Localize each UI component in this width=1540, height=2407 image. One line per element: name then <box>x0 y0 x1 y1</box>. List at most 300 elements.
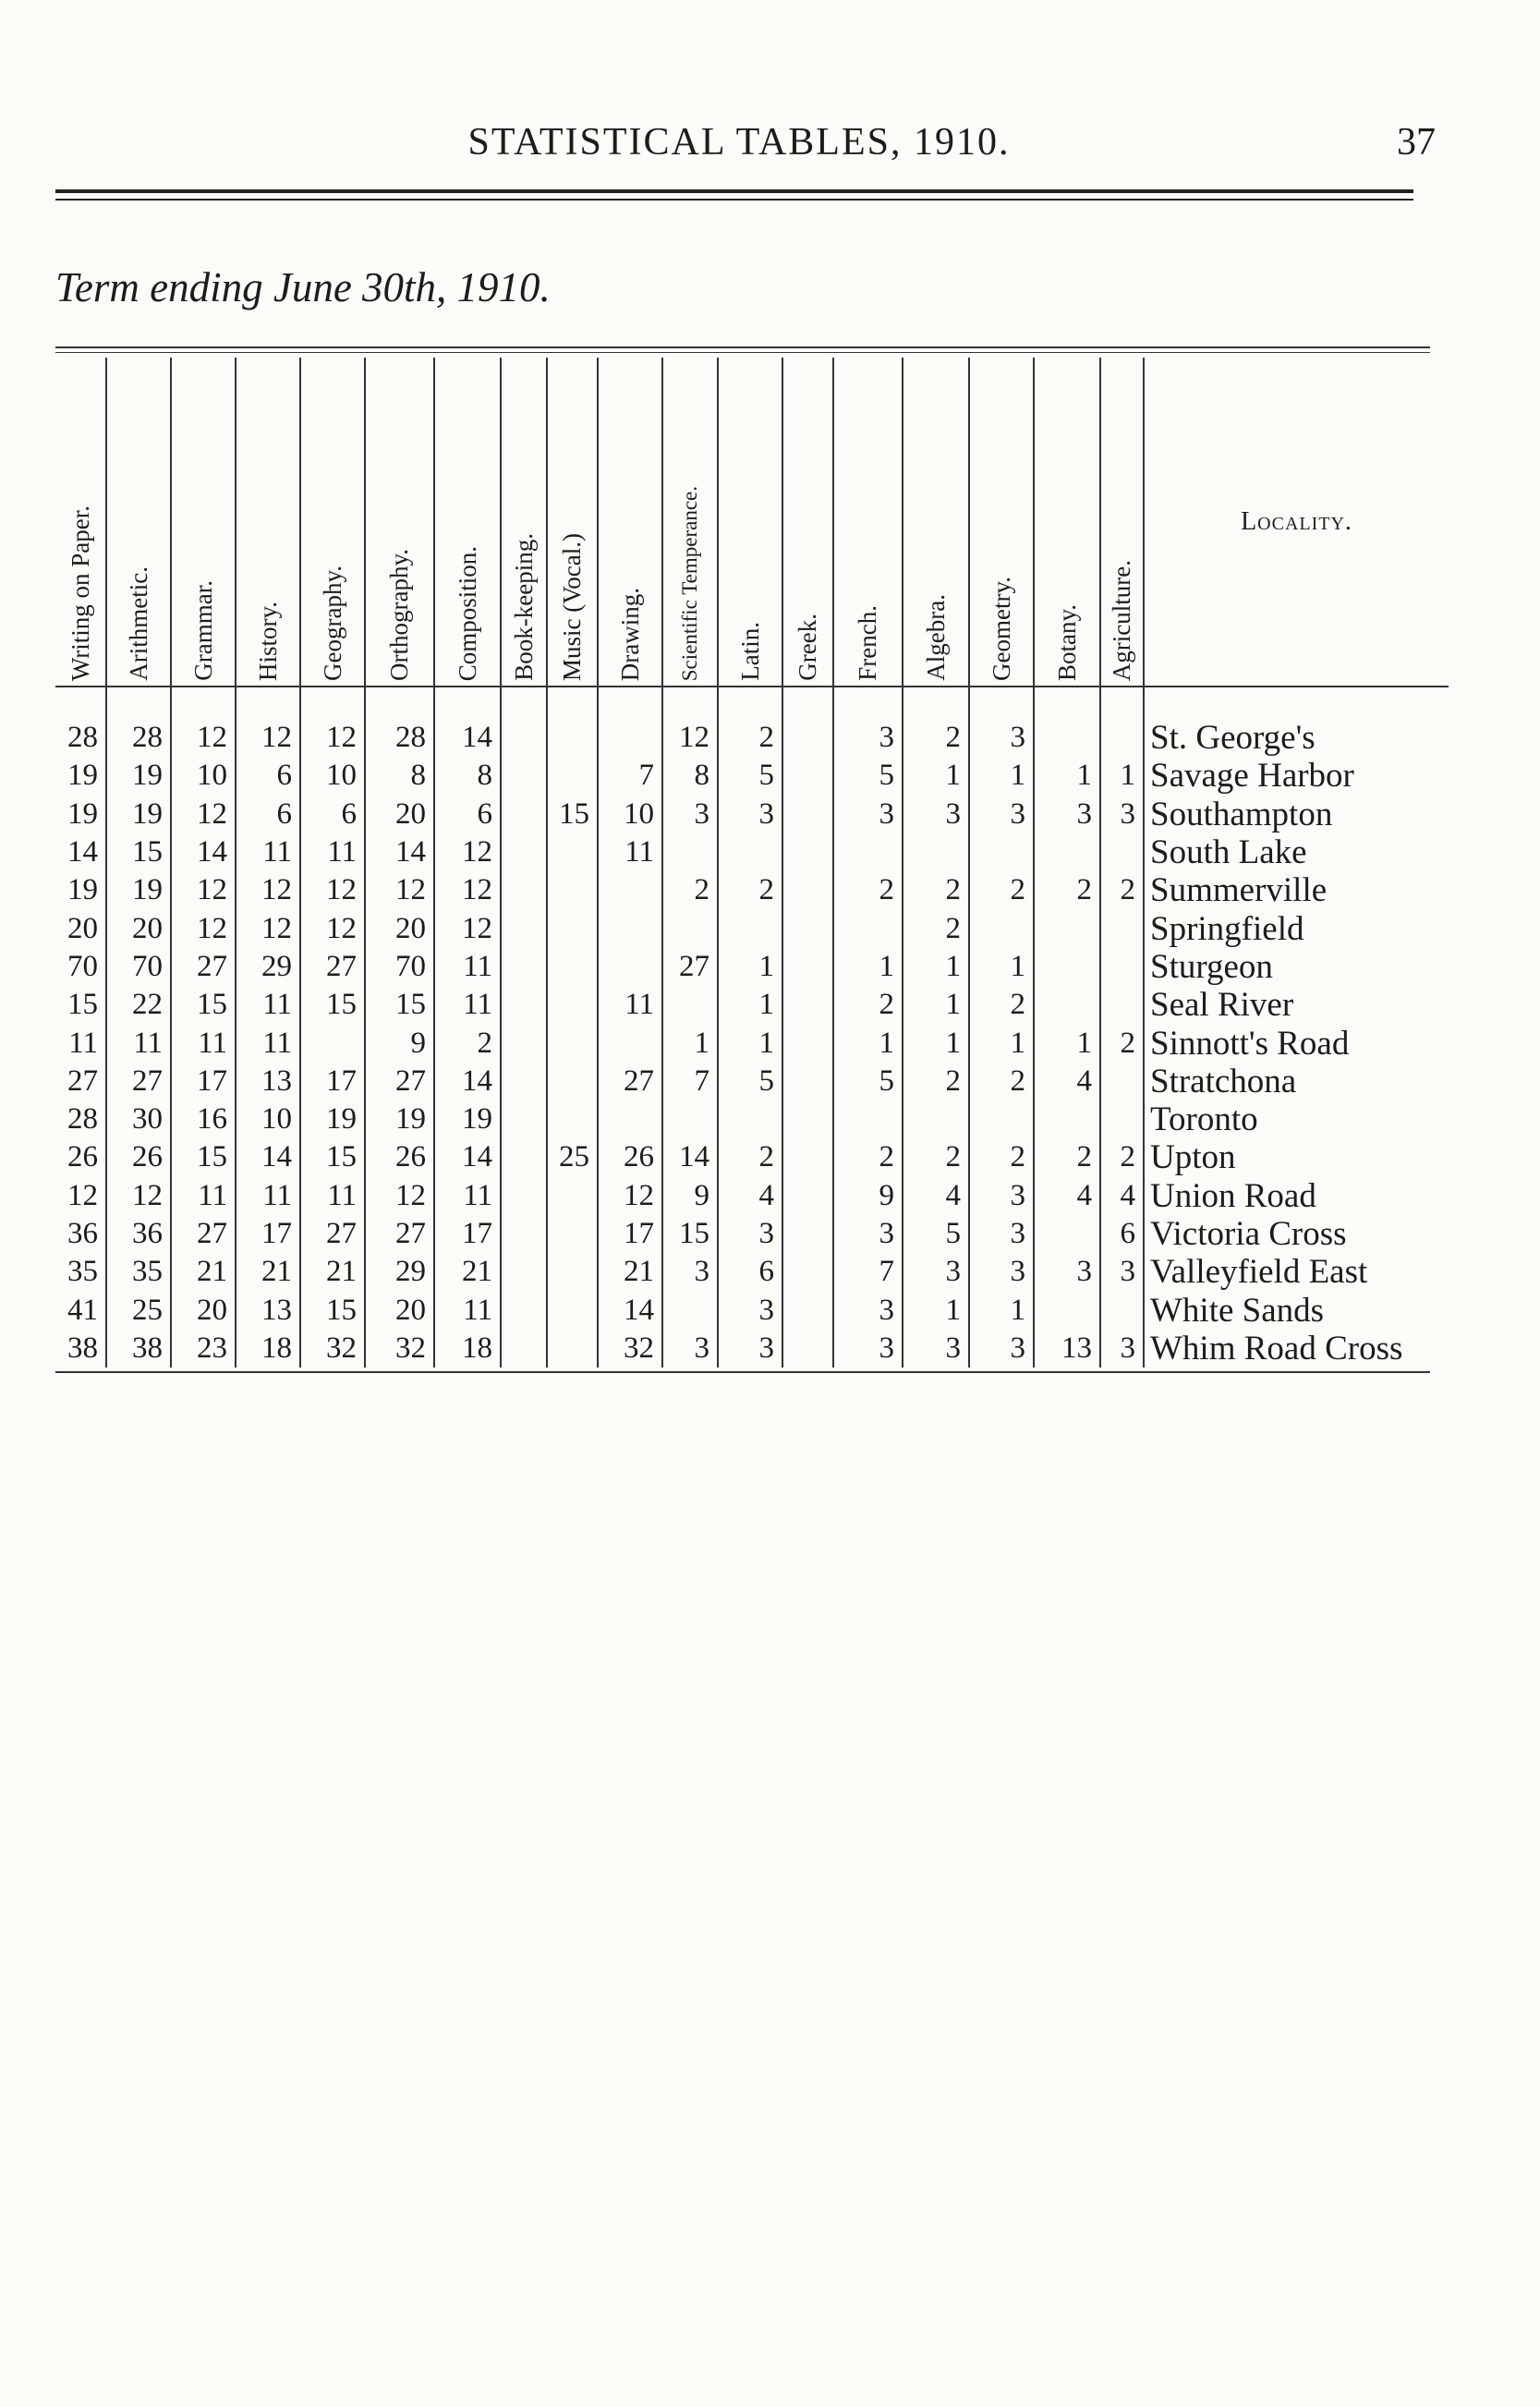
table-cell: 20 <box>365 909 434 947</box>
table-cell: 28 <box>365 687 434 757</box>
table-cell <box>782 948 833 986</box>
column-header <box>300 358 365 687</box>
table-cell: 5 <box>833 757 903 795</box>
table-cell: 8 <box>365 757 434 795</box>
table-row <box>55 1330 1449 1368</box>
table-cell: 2 <box>903 687 969 757</box>
table-cell: 5 <box>718 757 782 795</box>
column-header <box>1034 358 1100 687</box>
column-header <box>662 358 718 687</box>
table-row <box>55 796 1449 833</box>
table-cell <box>1100 986 1144 1024</box>
table-row <box>55 1291 1449 1329</box>
table-row <box>55 1100 1449 1138</box>
table-cell <box>501 1177 547 1215</box>
table-cell <box>547 1253 598 1291</box>
table-caption: Term ending June 30th, 1910. <box>55 264 551 310</box>
table-cell <box>782 871 833 909</box>
table-cell: 15 <box>547 796 598 833</box>
table-cell: 15 <box>662 1215 718 1253</box>
table-cell: 25 <box>547 1138 598 1176</box>
table-cell: 12 <box>55 1177 106 1215</box>
table-cell <box>547 1215 598 1253</box>
column-header <box>501 358 547 687</box>
table-cell <box>782 1253 833 1291</box>
table-cell: 14 <box>365 833 434 871</box>
table-cell: 3 <box>1034 1253 1100 1291</box>
table-cell <box>662 833 718 871</box>
page-header <box>55 120 1436 176</box>
table-cell: 3 <box>969 687 1034 757</box>
table-cell <box>1034 1100 1100 1138</box>
table-cell: 3 <box>969 1177 1034 1215</box>
table-cell: 2 <box>434 1024 501 1062</box>
table-cell: 19 <box>55 796 106 833</box>
table-cell: 3 <box>969 1330 1034 1368</box>
table-cell <box>782 833 833 871</box>
table-cell <box>547 1330 598 1368</box>
table-cell: 19 <box>365 1100 434 1138</box>
table-cell: 15 <box>106 833 171 871</box>
table-cell: 1 <box>903 757 969 795</box>
table-cell: 26 <box>106 1138 171 1176</box>
column-header-label: Drawing. <box>615 587 644 681</box>
table-cell: 2 <box>903 1138 969 1176</box>
table-cell: 1 <box>1100 757 1144 795</box>
statistics-table <box>55 358 1449 1368</box>
table-cell: 1 <box>903 986 969 1024</box>
locality-cell: Stratchona <box>1150 1062 1297 1100</box>
table-cell: 11 <box>598 986 662 1024</box>
table-cell: 38 <box>106 1330 171 1368</box>
locality-cell: Valleyfield East <box>1150 1253 1368 1292</box>
table-cell: 8 <box>434 757 501 795</box>
column-header-label: Writing on Paper. <box>66 504 94 681</box>
table-cell <box>501 1100 547 1138</box>
table-cell <box>547 986 598 1024</box>
table-cell: 3 <box>903 1330 969 1368</box>
table-cell <box>547 909 598 947</box>
table-cell: 1 <box>903 948 969 986</box>
table-cell <box>718 833 782 871</box>
table-cell: 11 <box>236 986 300 1024</box>
table-cell: 2 <box>969 1063 1034 1100</box>
table-cell: 32 <box>365 1330 434 1368</box>
locality-cell: Seal River <box>1150 986 1294 1025</box>
table-cell: 27 <box>55 1063 106 1100</box>
table-cell: 6 <box>300 796 365 833</box>
table-cell <box>1100 1063 1144 1100</box>
table-cell: 27 <box>171 1215 236 1253</box>
table-cell: 23 <box>171 1330 236 1368</box>
table-cell <box>501 1215 547 1253</box>
table-cell: 6 <box>434 796 501 833</box>
table-cell: 14 <box>598 1291 662 1329</box>
table-cell: 12 <box>300 909 365 947</box>
table-cell: 2 <box>833 1138 903 1176</box>
table-body <box>55 687 1449 1368</box>
table-cell: 12 <box>300 871 365 909</box>
table-cell: 3 <box>969 796 1034 833</box>
table-cell: 19 <box>55 871 106 909</box>
table-cell: 4 <box>1034 1177 1100 1215</box>
table-cell: 1 <box>1034 1024 1100 1062</box>
column-header <box>903 358 969 687</box>
table-cell <box>598 1100 662 1138</box>
table-cell: 21 <box>598 1253 662 1291</box>
table-cell <box>547 1177 598 1215</box>
page-number: 37 <box>1397 121 1436 164</box>
table-cell: 1 <box>969 757 1034 795</box>
table-cell: 70 <box>106 948 171 986</box>
table-cell <box>1034 1215 1100 1253</box>
table-cell: 70 <box>365 948 434 986</box>
table-row <box>55 1063 1449 1100</box>
table-cell: 2 <box>903 871 969 909</box>
table-cell: 2 <box>1034 1138 1100 1176</box>
table-cell: 20 <box>55 909 106 947</box>
table-cell: 16 <box>171 1100 236 1138</box>
table-cell: 12 <box>171 871 236 909</box>
table-cell: 20 <box>365 1291 434 1329</box>
table-cell: 15 <box>300 1291 365 1329</box>
column-header-label: Arithmetic. <box>124 566 152 681</box>
column-header <box>236 358 300 687</box>
table-cell <box>782 1063 833 1100</box>
table-cell: 9 <box>833 1177 903 1215</box>
table-cell: 3 <box>833 687 903 757</box>
column-header-row <box>55 358 1449 687</box>
table-cell: 13 <box>236 1291 300 1329</box>
table-cell: 41 <box>55 1291 106 1329</box>
table-cell: 27 <box>365 1215 434 1253</box>
table-cell: 3 <box>1034 796 1100 833</box>
table-cell: 19 <box>300 1100 365 1138</box>
table-cell: 2 <box>833 871 903 909</box>
table-cell <box>501 1330 547 1368</box>
table-cell: 2 <box>718 1138 782 1176</box>
table-cell: 20 <box>365 796 434 833</box>
table-cell: 27 <box>106 1063 171 1100</box>
table-cell <box>1100 909 1144 947</box>
table-cell: 3 <box>718 1291 782 1329</box>
table-cell: 21 <box>300 1253 365 1291</box>
table-cell: 2 <box>969 871 1034 909</box>
table-cell: 1 <box>903 1291 969 1329</box>
table-cell: 8 <box>662 757 718 795</box>
table-cell <box>782 986 833 1024</box>
column-header <box>1100 358 1144 687</box>
table-cell: 11 <box>106 1024 171 1062</box>
table-cell <box>1100 833 1144 871</box>
table-cell <box>547 1063 598 1100</box>
table-cell: 11 <box>300 833 365 871</box>
table-cell <box>662 909 718 947</box>
table-cell: 17 <box>598 1215 662 1253</box>
table-cell: 11 <box>434 1177 501 1215</box>
table-cell <box>1034 986 1100 1024</box>
table-cell: 2 <box>1100 1024 1144 1062</box>
table-cell <box>1034 833 1100 871</box>
table-cell <box>1100 1100 1144 1138</box>
table-cell: 15 <box>365 986 434 1024</box>
table-cell: 11 <box>598 833 662 871</box>
table-cell: 19 <box>106 796 171 833</box>
column-header <box>365 358 434 687</box>
locality-cell: Springfield <box>1150 909 1304 948</box>
locality-cell: White Sands <box>1150 1291 1325 1330</box>
table-cell: 21 <box>434 1253 501 1291</box>
table-cell <box>547 833 598 871</box>
table-cell: 18 <box>434 1330 501 1368</box>
table-cell: 2 <box>1100 1138 1144 1176</box>
table-cell: 1 <box>969 948 1034 986</box>
table-cell <box>598 871 662 909</box>
header-rule-thick <box>55 189 1413 193</box>
table-cell: 2 <box>903 1063 969 1100</box>
table-cell: 4 <box>1100 1177 1144 1215</box>
table-cell <box>903 1100 969 1138</box>
table-cell <box>501 1138 547 1176</box>
table-cell: 32 <box>300 1330 365 1368</box>
table-cell <box>547 1024 598 1062</box>
table-cell: 2 <box>1100 871 1144 909</box>
column-header-label: Geometry. <box>987 577 1015 681</box>
table-cell: 15 <box>171 1138 236 1176</box>
table-cell <box>501 1291 547 1329</box>
table-cell: 14 <box>55 833 106 871</box>
column-header <box>782 358 833 687</box>
table-cell: 17 <box>236 1215 300 1253</box>
table-cell: 15 <box>171 986 236 1024</box>
table-cell: 3 <box>833 1215 903 1253</box>
table-cell: 7 <box>833 1253 903 1291</box>
table-cell <box>969 909 1034 947</box>
table-cell <box>662 1291 718 1329</box>
table-cell: 3 <box>1100 1253 1144 1291</box>
column-header-label: History. <box>253 602 282 681</box>
table-cell: 15 <box>300 986 365 1024</box>
table-cell: 12 <box>434 833 501 871</box>
table-cell <box>547 1100 598 1138</box>
table-row <box>55 757 1449 795</box>
table-cell: 6 <box>236 757 300 795</box>
table-cell: 2 <box>833 986 903 1024</box>
table-row <box>55 1177 1449 1215</box>
table-cell <box>833 1100 903 1138</box>
table-cell: 12 <box>236 871 300 909</box>
table-cell: 3 <box>662 796 718 833</box>
locality-cell: Union Road <box>1150 1176 1316 1215</box>
locality-cell: Whim Road Cross <box>1150 1329 1403 1368</box>
table-cell: 12 <box>598 1177 662 1215</box>
table-cell: 36 <box>55 1215 106 1253</box>
table-cell: 11 <box>236 833 300 871</box>
table-cell: 29 <box>236 948 300 986</box>
column-header <box>598 358 662 687</box>
table-cell: 11 <box>300 1177 365 1215</box>
table-cell: 70 <box>55 948 106 986</box>
table-cell: 14 <box>171 833 236 871</box>
table-cell: 13 <box>1034 1330 1100 1368</box>
table-row <box>55 833 1449 871</box>
column-header <box>833 358 903 687</box>
table-cell: 10 <box>236 1100 300 1138</box>
column-header-label: French. <box>854 605 881 681</box>
table-cell: 11 <box>55 1024 106 1062</box>
table-cell <box>782 796 833 833</box>
table-cell <box>718 1100 782 1138</box>
table-row <box>55 909 1449 947</box>
table-cell: 26 <box>365 1138 434 1176</box>
table-cell: 9 <box>662 1177 718 1215</box>
table-cell: 15 <box>300 1138 365 1176</box>
table-cell <box>782 757 833 795</box>
table-cell <box>1034 948 1100 986</box>
column-header <box>434 358 501 687</box>
table-cell: 17 <box>434 1215 501 1253</box>
column-header-label: Composition. <box>453 545 481 681</box>
table-cell: 1 <box>969 1291 1034 1329</box>
table-cell: 3 <box>1100 796 1144 833</box>
table-cell <box>662 1100 718 1138</box>
table-row <box>55 687 1449 757</box>
table-cell: 1 <box>662 1024 718 1062</box>
table-cell: 14 <box>434 687 501 757</box>
locality-cell: Savage Harbor <box>1150 757 1354 796</box>
locality-cell: St. George's <box>1150 719 1316 758</box>
table-cell: 1 <box>718 986 782 1024</box>
table-row <box>55 1215 1449 1253</box>
table-cell <box>501 986 547 1024</box>
table-cell <box>547 1291 598 1329</box>
table-cell: 11 <box>434 948 501 986</box>
table-cell <box>782 1138 833 1176</box>
table-cell <box>1100 1291 1144 1329</box>
table-cell: 1 <box>969 1024 1034 1062</box>
table-cell: 3 <box>662 1253 718 1291</box>
column-header-label: Botany. <box>1052 604 1081 681</box>
table-cell: 3 <box>833 796 903 833</box>
table-top-rule-thin <box>55 352 1430 353</box>
column-header-label: Geography. <box>318 565 346 681</box>
table-cell: 21 <box>171 1253 236 1291</box>
table-cell <box>782 909 833 947</box>
table-cell: 14 <box>434 1138 501 1176</box>
table-top-rule <box>55 346 1430 348</box>
column-header-label: Agriculture. <box>1108 559 1135 681</box>
table-cell <box>547 687 598 757</box>
column-header-label: Orthography. <box>385 549 413 681</box>
table-cell <box>1034 1291 1100 1329</box>
table-cell <box>782 1291 833 1329</box>
table-cell <box>1034 909 1100 947</box>
table-cell: 32 <box>598 1330 662 1368</box>
table-cell: 2 <box>1034 871 1100 909</box>
table-cell: 1 <box>903 1024 969 1062</box>
table-cell: 10 <box>300 757 365 795</box>
table-cell: 6 <box>1100 1215 1144 1253</box>
table-cell: 28 <box>106 687 171 757</box>
table-cell: 1 <box>833 1024 903 1062</box>
table-cell: 2 <box>969 986 1034 1024</box>
table-cell: 3 <box>903 1253 969 1291</box>
table-cell: 19 <box>106 757 171 795</box>
header-rule-thin <box>55 199 1413 201</box>
table-cell: 2 <box>903 909 969 947</box>
locality-cell: Summerville <box>1150 871 1328 910</box>
column-header-label: Greek. <box>794 614 821 681</box>
table-cell: 11 <box>434 986 501 1024</box>
table-cell: 18 <box>236 1330 300 1368</box>
table-cell <box>501 909 547 947</box>
table-cell: 19 <box>434 1100 501 1138</box>
table-cell <box>501 796 547 833</box>
table-cell <box>598 1024 662 1062</box>
table-cell: 27 <box>598 1063 662 1100</box>
table-cell: 11 <box>236 1024 300 1062</box>
table-cell <box>833 833 903 871</box>
column-header-label: Grammar. <box>188 580 217 681</box>
column-header <box>969 358 1034 687</box>
table-cell: 27 <box>662 948 718 986</box>
table-cell: 35 <box>106 1253 171 1291</box>
table-cell: 30 <box>106 1100 171 1138</box>
table-row <box>55 1024 1449 1062</box>
table-cell <box>598 909 662 947</box>
column-header-label: Scientific Temperance. <box>678 485 701 681</box>
table-cell: 11 <box>434 1291 501 1329</box>
locality-cell: South Lake <box>1150 833 1307 872</box>
table-cell <box>598 948 662 986</box>
table-cell: 36 <box>106 1215 171 1253</box>
table-cell: 5 <box>903 1215 969 1253</box>
table-cell: 20 <box>171 1291 236 1329</box>
table-cell <box>501 871 547 909</box>
table-cell: 6 <box>718 1253 782 1291</box>
table-cell: 17 <box>171 1063 236 1100</box>
table-cell: 12 <box>171 909 236 947</box>
table-cell: 11 <box>171 1024 236 1062</box>
table-cell <box>782 1024 833 1062</box>
table-cell: 15 <box>55 986 106 1024</box>
table-cell <box>300 1024 365 1062</box>
table-cell: 12 <box>365 871 434 909</box>
table-cell: 19 <box>106 871 171 909</box>
table-cell: 20 <box>106 909 171 947</box>
table-cell: 7 <box>598 757 662 795</box>
table-cell: 14 <box>434 1063 501 1100</box>
table-cell <box>718 909 782 947</box>
table-cell: 12 <box>300 687 365 757</box>
column-header <box>171 358 236 687</box>
table-cell: 12 <box>434 909 501 947</box>
table-cell: 2 <box>969 1138 1034 1176</box>
locality-header: Locality. <box>1144 358 1449 687</box>
table-cell: 14 <box>662 1138 718 1176</box>
column-header <box>55 358 106 687</box>
column-header <box>718 358 782 687</box>
table-cell: 27 <box>300 1215 365 1253</box>
table-cell: 3 <box>662 1330 718 1368</box>
table-row <box>55 986 1449 1024</box>
table-cell: 3 <box>718 1215 782 1253</box>
table-cell <box>501 1253 547 1291</box>
table-cell: 35 <box>55 1253 106 1291</box>
table-cell: 27 <box>365 1063 434 1100</box>
table-cell <box>782 687 833 757</box>
table-cell: 12 <box>106 1177 171 1215</box>
